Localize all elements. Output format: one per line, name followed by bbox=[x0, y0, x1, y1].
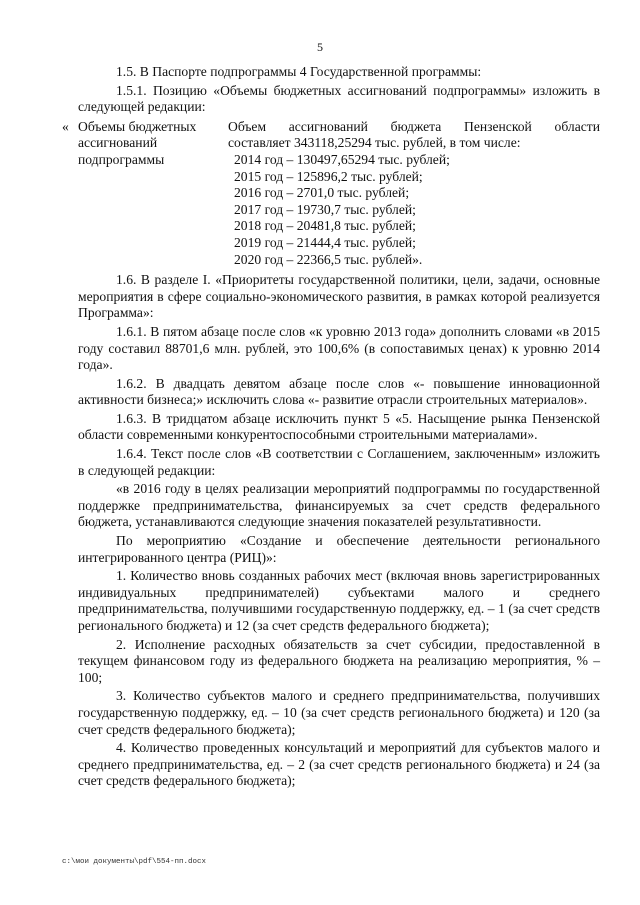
paragraph: 1. Количество вновь созданных рабочих мест (включая вновь зарегистрированных индивидуальных предпринимателей) субъектами малого и среднего предпринимательства, получившими государственную поддержку, ед. – 1 (за счет средств регионального бюджета) и 12 (за счет средств федерального бюджета); bbox=[78, 568, 600, 633]
paragraph: 1.5. В Паспорте подпрограммы 4 Государственной программы: bbox=[116, 64, 482, 79]
paragraph: 1.5.1. Позицию «Объемы бюджетных ассигнований подпрограммы» изложить в следующей редакции: bbox=[78, 82, 600, 115]
year-line: 2016 год – 2701,0 тыс. рублей; bbox=[234, 185, 410, 201]
document-body bbox=[62, 64, 600, 792]
table-right-cell bbox=[228, 119, 600, 268]
paragraph: 1.6.2. В двадцать девятом абзаце после слов «- повышение инновационной активности бизнеса;» исключить слова «- развитие отрасли строительных материалов». bbox=[78, 375, 600, 408]
year-line: 2020 год – 22366,5 тыс. рублей». bbox=[234, 251, 423, 267]
table-line: Объем ассигнований бюджета Пензенской области bbox=[228, 118, 600, 134]
year-line: 2018 год – 20481,8 тыс. рублей; bbox=[234, 218, 416, 234]
paragraph: 1.6. В разделе I. «Приоритеты государственной политики, цели, задачи, основные мероприятия в сфере социально-экономического развития, в рамках которой реализуется Программа»: bbox=[78, 272, 600, 321]
table-line: составляет 343118,25294 тыс. рублей, в том числе: bbox=[228, 135, 521, 151]
paragraph: 1.6.3. В тридцатом абзаце исключить пункт 5 «5. Насыщение рынка Пензенской области современными конкурентоспособными строительными материалами». bbox=[78, 410, 600, 443]
paragraph: «в 2016 году в целях реализации мероприятий подпрограммы по государственной поддержке предпринимательства, финансируемых за счет средств федерального бюджета, устанавливаются следующие значения показателей результативности. bbox=[78, 481, 600, 530]
open-quote: « bbox=[62, 118, 69, 134]
paragraph: По мероприятию «Создание и обеспечение деятельности регионального интегрированного центра (РИЦ)»: bbox=[78, 533, 600, 565]
paragraph: 2. Исполнение расходных обязательств за счет субсидии, предоставленной в текущем финансовом году из федерального бюджета на реализацию мероприятия, % – 100; bbox=[78, 636, 600, 685]
paragraph: 1.6.4. Текст после слов «В соответствии с Соглашением, заключенным» изложить в следующей редакции: bbox=[78, 446, 600, 478]
table-left-label: Объемы бюджетных ассигнований подпрограммы bbox=[78, 118, 197, 167]
year-line: 2015 год – 125896,2 тыс. рублей; bbox=[234, 168, 423, 184]
paragraph: 1.6.1. В пятом абзаце после слов «к уровню 2013 года» дополнить словами «в 2015 году составил 88701,6 млн. рублей, это 100,6% (в сопоставимых ценах) к уровню 2014 года». bbox=[78, 323, 600, 373]
paragraph: 3. Количество субъектов малого и среднего предпринимательства, получивших государственную поддержку, ед. – 10 (за счет средств регионального бюджета) и 120 (за счет средств федерального бюджета); bbox=[78, 688, 600, 737]
year-line: 2014 год – 130497,65294 тыс. рублей; bbox=[234, 151, 450, 167]
file-path-footer: c:\мои документы\pdf\554-пп.docx bbox=[62, 858, 207, 866]
year-line: 2017 год – 19730,7 тыс. рублей; bbox=[234, 201, 416, 217]
page-number: 5 bbox=[317, 40, 323, 54]
budget-table bbox=[62, 119, 600, 268]
paragraph: 4. Количество проведенных консультаций и мероприятий для субъектов малого и среднего предпринимательства, ед. – 2 (за счет средств регионального бюджета) и 24 (за счет средств федерального бюджета); bbox=[78, 740, 600, 789]
year-line: 2019 год – 21444,4 тыс. рублей; bbox=[234, 234, 416, 250]
